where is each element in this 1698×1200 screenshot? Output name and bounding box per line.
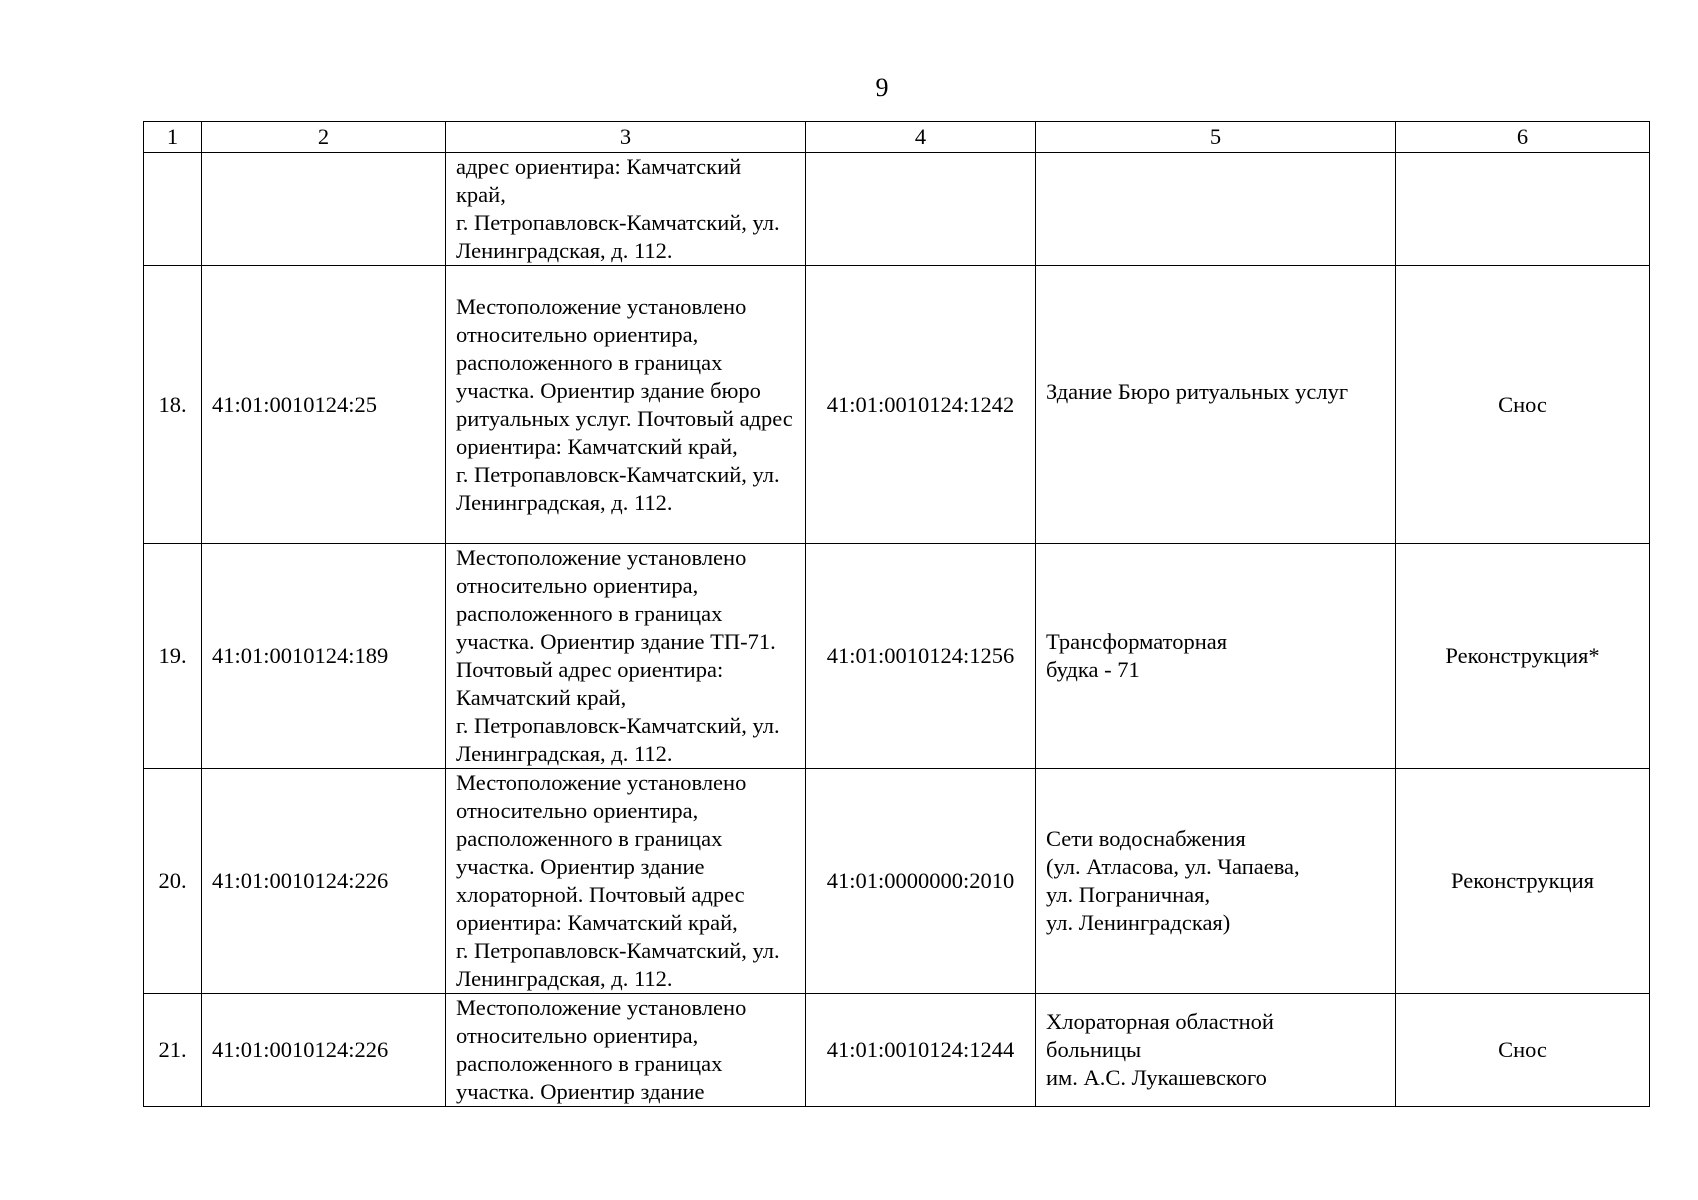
cell-num: 20. [144,769,202,994]
header-col-3: 3 [446,122,806,153]
header-col-2: 2 [202,122,446,153]
cell-object-name: Сети водоснабжения (ул. Атласова, ул. Чапаева, ул. Пограничная, ул. Ленинградская) [1036,769,1396,994]
cell-action: Снос [1396,994,1650,1107]
cell-num [144,153,202,266]
table-row-continuation [144,153,1650,266]
cell-cadastral-object: 41:01:0010124:1242 [806,266,1036,544]
cell-cadastral-plot: 41:01:0010124:189 [202,544,446,769]
header-col-6: 6 [1396,122,1650,153]
cell-action [1396,153,1650,266]
cell-address: Местоположение установлено относительно ориентира, расположенного в границах участка. Ориентир здание бюро ритуальных услуг. Почтовый адрес ориентира: Камчатский край, г. Петропавловск-Камчатский, ул. Ленинградская, д. 112. [446,266,806,544]
cell-address: Местоположение установлено относительно ориентира, расположенного в границах участка. Ориентир здание [446,994,806,1107]
header-col-1: 1 [144,122,202,153]
cell-action: Реконструкция [1396,769,1650,994]
cell-num: 21. [144,994,202,1107]
cell-object-name [1036,153,1396,266]
objects-table [143,121,1650,1107]
cell-num: 18. [144,266,202,544]
cell-cadastral-object: 41:01:0010124:1244 [806,994,1036,1107]
cell-cadastral-object [806,153,1036,266]
table-row [144,769,1650,994]
table-row [144,544,1650,769]
cell-action: Реконструкция* [1396,544,1650,769]
cell-cadastral-object: 41:01:0000000:2010 [806,769,1036,994]
cell-action: Снос [1396,266,1650,544]
header-row [144,122,1650,153]
cell-cadastral-plot [202,153,446,266]
table-row [144,994,1650,1107]
cell-address: адрес ориентира: Камчатский край, г. Петропавловск-Камчатский, ул. Ленинградская, д. 112. [446,153,806,266]
cell-num: 19. [144,544,202,769]
cell-address: Местоположение установлено относительно ориентира, расположенного в границах участка. Ориентир здание ТП-71. Почтовый адрес ориентира: Камчатский край, г. Петропавловск-Камчатский, ул. Ленинградская, д. 112. [446,544,806,769]
cell-object-name: Здание Бюро ритуальных услуг [1036,266,1396,544]
cell-cadastral-plot: 41:01:0010124:25 [202,266,446,544]
cell-object-name: Трансформаторная будка - 71 [1036,544,1396,769]
header-col-5: 5 [1036,122,1396,153]
header-col-4: 4 [806,122,1036,153]
table-row [144,266,1650,544]
cell-address: Местоположение установлено относительно ориентира, расположенного в границах участка. Ориентир здание хлораторной. Почтовый адрес ориентира: Камчатский край, г. Петропавловск-Камчатский, ул. Ленинградская, д. 112. [446,769,806,994]
cell-cadastral-plot: 41:01:0010124:226 [202,994,446,1107]
cell-object-name: Хлораторная областной больницы им. А.С. Лукашевского [1036,994,1396,1107]
page-number: 9 [875,73,889,102]
cell-cadastral-plot: 41:01:0010124:226 [202,769,446,994]
cell-cadastral-object: 41:01:0010124:1256 [806,544,1036,769]
